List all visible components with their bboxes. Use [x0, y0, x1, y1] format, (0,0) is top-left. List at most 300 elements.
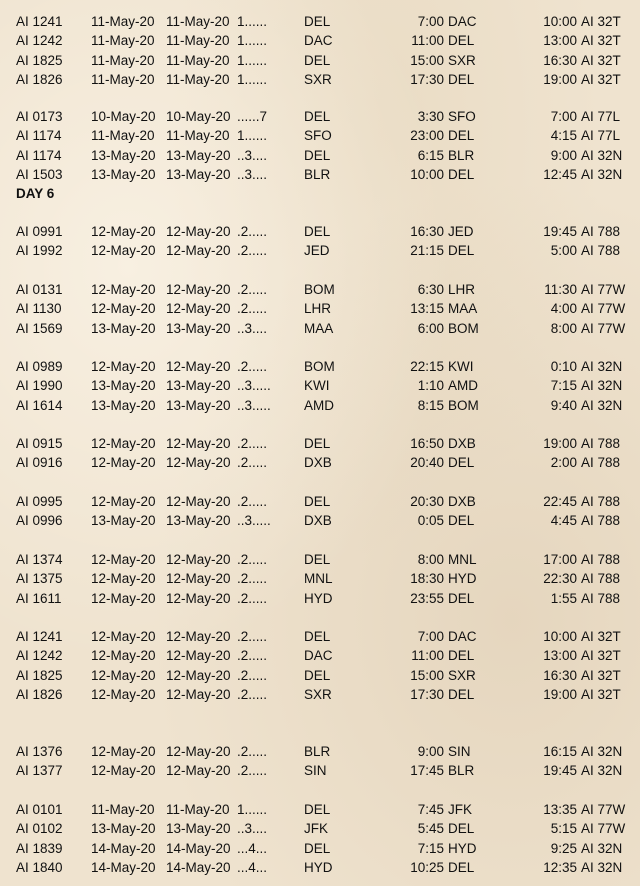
destination-code: DEL — [448, 71, 475, 87]
date-to: 12-May-20 — [166, 686, 231, 702]
equipment-code: AI 32N — [581, 840, 623, 856]
frequency: .2..... — [237, 648, 268, 664]
departure-time: 16:30 — [410, 224, 444, 239]
flight-number: AI 1825 — [16, 667, 63, 683]
destination-code: HYD — [448, 840, 477, 856]
departure-time: 7:00 — [417, 629, 444, 644]
flight-number: AI 1375 — [16, 571, 63, 587]
equipment-code: AI 788 — [581, 436, 621, 451]
destination-code: DEL — [448, 859, 475, 875]
origin-code: BOM — [304, 282, 335, 297]
equipment-code: AI 32T — [581, 71, 621, 87]
destination-code: SXR — [448, 667, 476, 683]
destination-code: BLR — [448, 147, 475, 163]
frequency: .2..... — [237, 436, 268, 451]
origin-code: SXR — [304, 71, 332, 87]
origin-code: HYD — [304, 859, 333, 875]
flight-number: AI 1241 — [16, 629, 63, 644]
schedule-row — [0, 51, 640, 70]
origin-code: DEL — [304, 14, 331, 29]
departure-time: 1:10 — [417, 378, 444, 394]
date-to: 11-May-20 — [166, 802, 230, 817]
schedule-row — [0, 12, 640, 31]
departure-time: 23:55 — [410, 590, 444, 606]
frequency: ..3.... — [237, 166, 268, 182]
equipment-code: AI 32T — [581, 667, 621, 683]
equipment-code: AI 77W — [581, 821, 626, 837]
destination-code: BOM — [448, 397, 479, 413]
date-from: 11-May-20 — [91, 33, 155, 49]
flight-number: AI 1242 — [16, 648, 63, 664]
date-to: 12-May-20 — [166, 744, 231, 759]
departure-time: 3:30 — [417, 109, 444, 124]
destination-code: HYD — [448, 571, 477, 587]
date-from: 13-May-20 — [91, 821, 156, 837]
schedule-row — [0, 280, 640, 299]
departure-time: 13:15 — [410, 301, 444, 317]
arrival-time: 4:45 — [550, 513, 577, 529]
date-from: 12-May-20 — [91, 686, 156, 702]
frequency: .2..... — [237, 494, 268, 509]
arrival-time: 9:40 — [550, 397, 577, 413]
equipment-code: AI 788 — [581, 590, 621, 606]
frequency: ..3..... — [237, 397, 271, 413]
equipment-code: AI 788 — [581, 552, 621, 567]
date-to: 12-May-20 — [166, 763, 231, 779]
date-to: 11-May-20 — [166, 33, 230, 49]
destination-code: JFK — [448, 802, 473, 817]
departure-time: 7:45 — [417, 802, 444, 817]
frequency: .2..... — [237, 243, 268, 259]
equipment-code: AI 77L — [581, 128, 621, 144]
schedule-row — [0, 299, 640, 318]
date-to: 13-May-20 — [166, 513, 231, 529]
date-to: 12-May-20 — [166, 494, 231, 509]
destination-code: LHR — [448, 282, 476, 297]
departure-time: 17:45 — [410, 763, 444, 779]
date-from: 13-May-20 — [91, 513, 156, 529]
arrival-time: 12:45 — [543, 166, 577, 182]
equipment-code: AI 788 — [581, 455, 621, 471]
date-from: 12-May-20 — [91, 455, 156, 471]
arrival-time: 12:35 — [543, 859, 577, 875]
date-from: 12-May-20 — [91, 571, 156, 587]
origin-code: JFK — [304, 821, 329, 837]
arrival-time: 5:15 — [550, 821, 577, 837]
schedule-row — [0, 511, 640, 530]
equipment-code: AI 32T — [581, 648, 621, 664]
origin-code: MAA — [304, 320, 334, 336]
date-to: 11-May-20 — [166, 52, 230, 68]
date-to: 12-May-20 — [166, 359, 231, 374]
date-to: 12-May-20 — [166, 301, 231, 317]
flight-number: AI 0996 — [16, 513, 63, 529]
schedule-row — [0, 569, 640, 588]
date-from: 10-May-20 — [91, 109, 156, 124]
origin-code: DEL — [304, 147, 331, 163]
destination-code: AMD — [448, 378, 478, 394]
date-from: 12-May-20 — [91, 243, 156, 259]
origin-code: BLR — [304, 744, 331, 759]
departure-time: 0:05 — [417, 513, 444, 529]
frequency: 1...... — [237, 128, 268, 144]
departure-time: 16:50 — [410, 436, 444, 451]
frequency: .2..... — [237, 455, 268, 471]
destination-code: DEL — [448, 128, 475, 144]
date-from: 12-May-20 — [91, 282, 156, 297]
departure-time: 22:15 — [410, 359, 444, 374]
flight-number: AI 1503 — [16, 166, 63, 182]
date-from: 14-May-20 — [91, 859, 156, 875]
arrival-time: 10:00 — [543, 629, 577, 644]
arrival-time: 8:00 — [550, 320, 577, 336]
frequency: .2..... — [237, 590, 268, 606]
destination-code: BLR — [448, 763, 475, 779]
departure-time: 11:00 — [411, 648, 444, 664]
origin-code: DEL — [304, 224, 331, 239]
departure-time: 6:00 — [417, 320, 444, 336]
arrival-time: 22:30 — [543, 571, 577, 587]
schedule-row — [0, 646, 640, 665]
destination-code: DEL — [448, 455, 475, 471]
destination-code: DEL — [448, 33, 475, 49]
destination-code: DXB — [448, 436, 476, 451]
equipment-code: AI 32N — [581, 166, 623, 182]
flight-number: AI 0101 — [16, 802, 63, 817]
flight-number: AI 0173 — [16, 109, 63, 124]
origin-code: MNL — [304, 571, 333, 587]
origin-code: KWI — [304, 378, 330, 394]
date-from: 11-May-20 — [91, 802, 155, 817]
departure-time: 10:00 — [410, 166, 444, 182]
equipment-code: AI 77W — [581, 802, 626, 817]
equipment-code: AI 788 — [581, 224, 621, 239]
origin-code: SFO — [304, 128, 332, 144]
arrival-time: 13:00 — [543, 648, 577, 664]
frequency: ...4... — [237, 859, 268, 875]
origin-code: LHR — [304, 301, 332, 317]
flight-number: AI 1242 — [16, 33, 63, 49]
frequency: ..3..... — [237, 513, 271, 529]
date-from: 12-May-20 — [91, 224, 156, 239]
frequency: .2..... — [237, 667, 268, 683]
date-from: 12-May-20 — [91, 436, 156, 451]
origin-code: DXB — [304, 513, 332, 529]
destination-code: SFO — [448, 109, 476, 124]
destination-code: JED — [448, 224, 474, 239]
destination-code: SXR — [448, 52, 476, 68]
date-from: 12-May-20 — [91, 494, 156, 509]
date-from: 12-May-20 — [91, 648, 156, 664]
arrival-time: 9:25 — [550, 840, 577, 856]
flight-number: AI 0989 — [16, 359, 63, 374]
date-from: 12-May-20 — [91, 301, 156, 317]
arrival-time: 10:00 — [543, 14, 577, 29]
date-to: 13-May-20 — [166, 378, 231, 394]
arrival-time: 11:30 — [544, 282, 577, 297]
arrival-time: 5:00 — [550, 243, 577, 259]
flight-number: AI 1826 — [16, 686, 63, 702]
origin-code: DAC — [304, 648, 333, 664]
schedule-row — [0, 31, 640, 50]
destination-code: BOM — [448, 320, 479, 336]
date-to: 13-May-20 — [166, 397, 231, 413]
arrival-time: 4:00 — [550, 301, 577, 317]
frequency: ...4... — [237, 840, 268, 856]
date-to: 12-May-20 — [166, 282, 231, 297]
origin-code: SXR — [304, 686, 332, 702]
flight-number: AI 1569 — [16, 320, 63, 336]
destination-code: DEL — [448, 648, 475, 664]
arrival-time: 22:45 — [543, 494, 577, 509]
origin-code: DEL — [304, 667, 331, 683]
flight-number: AI 0915 — [16, 436, 63, 451]
schedule-row — [0, 357, 640, 376]
arrival-time: 2:00 — [550, 455, 577, 471]
date-from: 12-May-20 — [91, 667, 156, 683]
destination-code: DEL — [448, 821, 475, 837]
departure-time: 8:15 — [417, 397, 444, 413]
date-to: 13-May-20 — [166, 320, 231, 336]
departure-time: 17:30 — [410, 686, 444, 702]
schedule-row — [0, 858, 640, 877]
destination-code: MNL — [448, 552, 477, 567]
frequency: .2..... — [237, 359, 268, 374]
origin-code: JED — [304, 243, 330, 259]
arrival-time: 7:15 — [550, 378, 577, 394]
departure-time: 7:00 — [417, 14, 444, 29]
date-from: 13-May-20 — [91, 378, 156, 394]
equipment-code: AI 77W — [581, 301, 626, 317]
date-to: 13-May-20 — [166, 821, 231, 837]
origin-code: BLR — [304, 166, 331, 182]
date-to: 13-May-20 — [166, 166, 231, 182]
schedule-row — [0, 761, 640, 780]
flight-number: AI 1840 — [16, 859, 63, 875]
origin-code: DAC — [304, 33, 333, 49]
departure-time: 9:00 — [417, 744, 444, 759]
arrival-time: 16:15 — [543, 744, 577, 759]
date-to: 11-May-20 — [166, 14, 230, 29]
schedule-row — [0, 70, 640, 89]
schedule-row — [0, 241, 640, 260]
date-to: 12-May-20 — [166, 629, 231, 644]
destination-code: KWI — [448, 359, 474, 374]
destination-code: MAA — [448, 301, 478, 317]
destination-code: DAC — [448, 629, 477, 644]
flight-number: AI 1825 — [16, 52, 63, 68]
date-from: 12-May-20 — [91, 629, 156, 644]
date-from: 12-May-20 — [91, 763, 156, 779]
schedule-row — [0, 666, 640, 685]
equipment-code: AI 32N — [581, 397, 623, 413]
arrival-time: 4:15 — [550, 128, 577, 144]
frequency: ..3.... — [237, 821, 268, 837]
destination-code: DAC — [448, 14, 477, 29]
frequency: .2..... — [237, 282, 268, 297]
frequency: .2..... — [237, 552, 268, 567]
arrival-time: 13:00 — [543, 33, 577, 49]
departure-time: 15:00 — [410, 52, 444, 68]
destination-code: DEL — [448, 166, 475, 182]
schedule-row — [0, 742, 640, 761]
destination-code: DXB — [448, 494, 476, 509]
destination-code: DEL — [448, 686, 475, 702]
origin-code: DEL — [304, 802, 331, 817]
origin-code: DEL — [304, 494, 331, 509]
arrival-time: 19:00 — [543, 436, 577, 451]
flight-number: AI 1377 — [16, 763, 63, 779]
equipment-code: AI 32N — [581, 359, 623, 374]
schedule-row — [0, 107, 640, 126]
equipment-code: AI 788 — [581, 494, 621, 509]
frequency: 1...... — [237, 71, 268, 87]
schedule-row — [0, 396, 640, 415]
flight-number: AI 0102 — [16, 821, 63, 837]
flight-number: AI 1826 — [16, 71, 63, 87]
departure-time: 11:00 — [411, 33, 444, 49]
arrival-time: 19:00 — [543, 71, 577, 87]
schedule-row — [0, 146, 640, 165]
departure-time: 20:30 — [410, 494, 444, 509]
date-to: 11-May-20 — [166, 71, 230, 87]
origin-code: DEL — [304, 552, 331, 567]
frequency: .2..... — [237, 686, 268, 702]
arrival-time: 7:00 — [550, 109, 577, 124]
origin-code: DXB — [304, 455, 332, 471]
date-from: 13-May-20 — [91, 166, 156, 182]
arrival-time: 1:55 — [550, 590, 577, 606]
flight-number: AI 1241 — [16, 14, 63, 29]
date-to: 12-May-20 — [166, 436, 231, 451]
schedule-row — [0, 434, 640, 453]
origin-code: DEL — [304, 109, 331, 124]
destination-code: DEL — [448, 590, 475, 606]
equipment-code: AI 32T — [581, 629, 621, 644]
departure-time: 6:15 — [417, 147, 444, 163]
frequency: ..3..... — [237, 378, 271, 394]
departure-time: 18:30 — [410, 571, 444, 587]
frequency: .2..... — [237, 224, 268, 239]
date-to: 12-May-20 — [166, 243, 231, 259]
frequency: ..3.... — [237, 147, 268, 163]
date-from: 11-May-20 — [91, 128, 155, 144]
origin-code: DEL — [304, 840, 331, 856]
schedule-row — [0, 819, 640, 838]
origin-code: DEL — [304, 629, 331, 644]
departure-time: 10:25 — [410, 859, 444, 875]
flight-number: AI 1990 — [16, 378, 63, 394]
destination-code: DEL — [448, 243, 475, 259]
frequency: .2..... — [237, 301, 268, 317]
equipment-code: AI 32T — [581, 33, 621, 49]
flight-number: AI 0991 — [16, 224, 63, 239]
date-from: 11-May-20 — [91, 71, 155, 87]
date-from: 12-May-20 — [91, 744, 156, 759]
date-to: 12-May-20 — [166, 571, 231, 587]
date-to: 12-May-20 — [166, 590, 231, 606]
equipment-code: AI 32N — [581, 763, 623, 779]
origin-code: HYD — [304, 590, 333, 606]
date-to: 12-May-20 — [166, 455, 231, 471]
frequency: 1...... — [237, 802, 268, 817]
date-to: 11-May-20 — [166, 128, 230, 144]
date-to: 10-May-20 — [166, 109, 231, 124]
schedule-row — [0, 492, 640, 511]
date-to: 12-May-20 — [166, 648, 231, 664]
date-from: 13-May-20 — [91, 320, 156, 336]
schedule-row — [0, 839, 640, 858]
departure-time: 23:00 — [410, 128, 444, 144]
flight-number: AI 1174 — [16, 147, 62, 163]
flight-number: AI 0995 — [16, 494, 63, 509]
equipment-code: AI 77L — [581, 109, 621, 124]
equipment-code: AI 788 — [581, 513, 621, 529]
equipment-code: AI 32T — [581, 686, 621, 702]
destination-code: DEL — [448, 513, 475, 529]
arrival-time: 19:45 — [543, 224, 577, 239]
departure-time: 7:15 — [417, 840, 444, 856]
frequency: 1...... — [237, 52, 268, 68]
flight-number: AI 1130 — [16, 301, 62, 317]
departure-time: 15:00 — [410, 667, 444, 683]
arrival-time: 16:30 — [543, 52, 577, 68]
date-from: 13-May-20 — [91, 147, 156, 163]
departure-time: 17:30 — [410, 71, 444, 87]
origin-code: AMD — [304, 397, 334, 413]
flight-number: AI 1839 — [16, 840, 63, 856]
arrival-time: 19:45 — [543, 763, 577, 779]
frequency: ..3.... — [237, 320, 268, 336]
frequency: .2..... — [237, 629, 268, 644]
departure-time: 5:45 — [417, 821, 444, 837]
origin-code: BOM — [304, 359, 335, 374]
schedule-row — [0, 627, 640, 646]
date-from: 11-May-20 — [91, 14, 155, 29]
equipment-code: AI 32N — [581, 378, 623, 394]
date-from: 12-May-20 — [91, 590, 156, 606]
schedule-row — [0, 453, 640, 472]
flight-number: AI 1374 — [16, 552, 63, 567]
date-from: 12-May-20 — [91, 552, 156, 567]
equipment-code: AI 32N — [581, 744, 623, 759]
arrival-time: 17:00 — [543, 552, 577, 567]
equipment-code: AI 788 — [581, 243, 621, 259]
date-from: 11-May-20 — [91, 52, 155, 68]
equipment-code: AI 788 — [581, 571, 621, 587]
frequency: .2..... — [237, 744, 268, 759]
date-from: 13-May-20 — [91, 397, 156, 413]
schedule-row — [0, 376, 640, 395]
frequency: 1...... — [237, 33, 268, 49]
origin-code: DEL — [304, 52, 331, 68]
schedule-row — [0, 126, 640, 145]
arrival-time: 16:30 — [543, 667, 577, 683]
frequency: .2..... — [237, 763, 268, 779]
schedule-row — [0, 550, 640, 569]
date-to: 12-May-20 — [166, 224, 231, 239]
flight-number: AI 1614 — [16, 397, 63, 413]
frequency: 1...... — [237, 14, 268, 29]
date-from: 14-May-20 — [91, 840, 156, 856]
date-from: 12-May-20 — [91, 359, 156, 374]
equipment-code: AI 77W — [581, 320, 626, 336]
flight-number: AI 1376 — [16, 744, 63, 759]
origin-code: SIN — [304, 763, 327, 779]
date-to: 14-May-20 — [166, 859, 231, 875]
equipment-code: AI 32T — [581, 52, 621, 68]
schedule-row — [0, 319, 640, 338]
